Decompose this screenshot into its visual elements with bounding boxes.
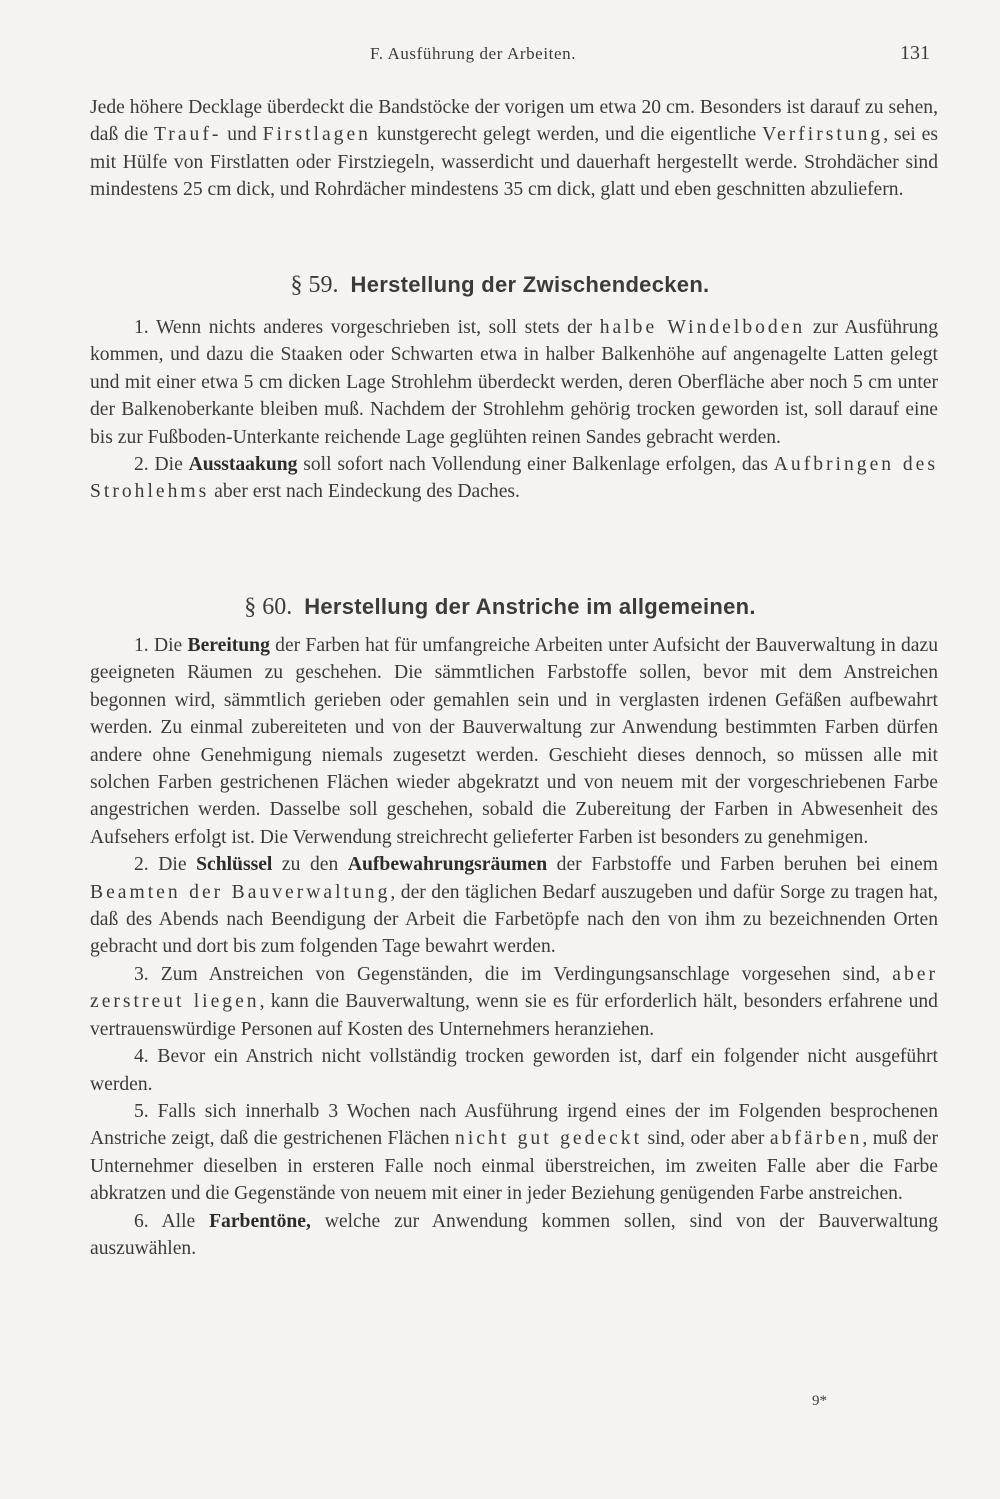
text-run: der Farben hat für umfangreiche Arbeiten unter Aufsicht der Bauverwaltung in dazu geeigneten Räumen zu geschehen. Die sämmtlichen Farbstoffe sollen, bevor mit dem Anstreichen begonnen wird, sämmtlich gerieben oder gemahlen sein und in verglasten irdenen Gefäßen aufbewahrt werden. Zu einmal zubereiteten und von der Bauverwaltung zur Anwendung bestimmten Farben dürfen andere ohne Genehmigung niemals zugesetzt werden. Geschieht dieses dennoch, so müssen alle mit solchen Farben gestrichenen Flächen wieder abgekratzt und von neuem mit der vorgeschriebenen Farbe angestrichen werden. Dasselbe soll geschehen, sobald die Zubereitung der Farben in Abwesenheit des Aufsehers erfolgt ist. Die Verwendung streichrecht gelieferter Farben ist besonders zu genehmigen. xyxy=(90,635,938,848)
text-run: , kann die Bauverwaltung, wenn sie es für erforderlich hält, besonders erfahrene und vertrauenswürdige Personen auf Kosten des Unternehmers heranziehen. xyxy=(90,991,938,1040)
spaced-term: Aufbringen des Strohlehms xyxy=(90,454,938,503)
running-title: F. Ausführung der Arbeiten. xyxy=(370,44,577,63)
paragraph-60-4: 4. Bevor ein Anstrich nicht vollständig trocken geworden ist, darf ein folgender nicht ausgeführt werden. xyxy=(90,1046,938,1095)
text-run: welche zur Anwendung kommen sollen, sind von der Bauverwaltung auszuwählen. xyxy=(90,1210,938,1259)
signature-mark: 9* xyxy=(812,1393,827,1409)
text-run: 2. Die xyxy=(134,854,197,876)
section-title: Herstellung der Zwischendecken. xyxy=(350,272,710,297)
paragraph-60-2 xyxy=(90,851,938,961)
text-run: 6. Alle xyxy=(134,1210,210,1232)
bold-term: Farbentöne, xyxy=(209,1210,311,1232)
section-59-body xyxy=(90,314,938,506)
page-number: 131 xyxy=(900,42,930,64)
section-60-heading xyxy=(0,594,1000,621)
text-run: der Farbstoffe und Farben beruhen bei einem xyxy=(547,854,938,876)
spaced-term: Verfirstung xyxy=(762,124,884,146)
text-run: 1. Die xyxy=(134,635,188,656)
text-run: , muß der Unternehmer dieselben in ersteren Falle noch einmal überstreichen, im zweiten Falle aber die Farbe abkratzen und die Gegenstände von neuem mit einer in jeder Beziehung genügenden Farbe anstreichen. xyxy=(90,1128,939,1205)
paragraph-59-2 xyxy=(90,451,938,506)
paragraph-60-3 xyxy=(90,961,938,1043)
section-number: § 59. xyxy=(290,272,339,298)
text-run: Jede höhere Decklage überdeckt die Bandstöcke der vorigen um etwa 20 cm. Besonders ist darauf zu sehen, daß die xyxy=(90,97,938,146)
spaced-term: halbe Windelboden xyxy=(599,317,806,338)
paragraph-60-1 xyxy=(90,632,938,851)
bold-term: Aufbewahrungsräumen xyxy=(347,854,548,876)
spaced-term: Trauf- xyxy=(154,124,222,146)
text-run: , der den täglichen Bedarf auszugeben und dafür Sorge zu tragen hat, daß des Abends nach Beendigung der Arbeit die Farbetöpfe nach den von ihm zu bezeichnenden Orten gebracht und dort bis zum folgenden Tage bewahrt werden. xyxy=(90,881,938,958)
top-paragraph-block xyxy=(90,94,938,204)
spaced-term: Beamten der Bauverwaltung xyxy=(90,881,391,903)
text-run: kunstgerecht gelegt werden, und die eigentliche xyxy=(370,124,763,146)
text-run: , sei es mit Hülfe von Firstlatten oder Firstziegeln, wasserdicht und dauerhaft hergestellt werde. Strohdächer sind mindestens 25 cm dick, und Rohrdächer mindestens 35 cm dick, glatt und eben geschnitten abzuliefern. xyxy=(90,124,938,201)
spaced-term: aber zerstreut liegen xyxy=(90,963,938,1013)
bold-term: Ausstaakung xyxy=(188,454,298,476)
bold-term: Bereitung xyxy=(187,635,270,656)
spaced-term: abfärben xyxy=(769,1128,863,1150)
text-run: und xyxy=(221,124,263,146)
paragraph-60-5 xyxy=(90,1098,938,1208)
spaced-term: nicht gut gedeckt xyxy=(455,1128,643,1150)
section-title: Herstellung der Anstriche im allgemeinen. xyxy=(304,594,756,619)
text-run: 1. Wenn nichts anderes vorgeschrieben ist, soll stets der xyxy=(134,317,600,338)
text-run: 3. Zum Anstreichen von Gegenständen, die im Verdingungsanschlage vorgesehen sind, xyxy=(134,963,893,985)
running-head xyxy=(0,44,1000,70)
paragraph-60-6 xyxy=(90,1208,938,1263)
text-run: zu den xyxy=(272,854,348,876)
section-59-heading xyxy=(0,272,1000,299)
text-run: 2. Die xyxy=(134,454,189,476)
section-number: § 60. xyxy=(244,594,293,620)
bold-term: Schlüssel xyxy=(196,854,273,876)
text-run: soll sofort nach Vollendung einer Balkenlage erfolgen, das xyxy=(297,454,774,476)
text-run: aber erst nach Eindeckung des Daches. xyxy=(209,481,520,503)
spaced-term: Firstlagen xyxy=(262,124,371,146)
top-paragraph xyxy=(90,94,938,204)
text-run: zur Ausführung kommen, und dazu die Staaken oder Schwarten etwa in halber Balkenhöhe auf angenagelte Latten gelegt und mit einer etwa 5 cm dicken Lage Strohlehm überdeckt werden, deren Oberfläche aber noch 5 cm unter der Balkenoberkante bleiben muß. Nachdem der Strohlehm gehörig trocken geworden ist, soll darauf eine bis zur Fußboden-Unterkante reichende Lage geglühten reinen Sandes gebracht werden. xyxy=(90,317,939,448)
text-run: sind, oder aber xyxy=(642,1128,770,1150)
section-60-body xyxy=(90,632,938,1262)
text-run: 5. Falls sich innerhalb 3 Wochen nach Ausführung irgend eines der im Folgenden besprochenen Anstriche zeigt, daß die gestrichenen Flächen xyxy=(90,1100,938,1150)
paragraph-59-1 xyxy=(90,314,938,451)
